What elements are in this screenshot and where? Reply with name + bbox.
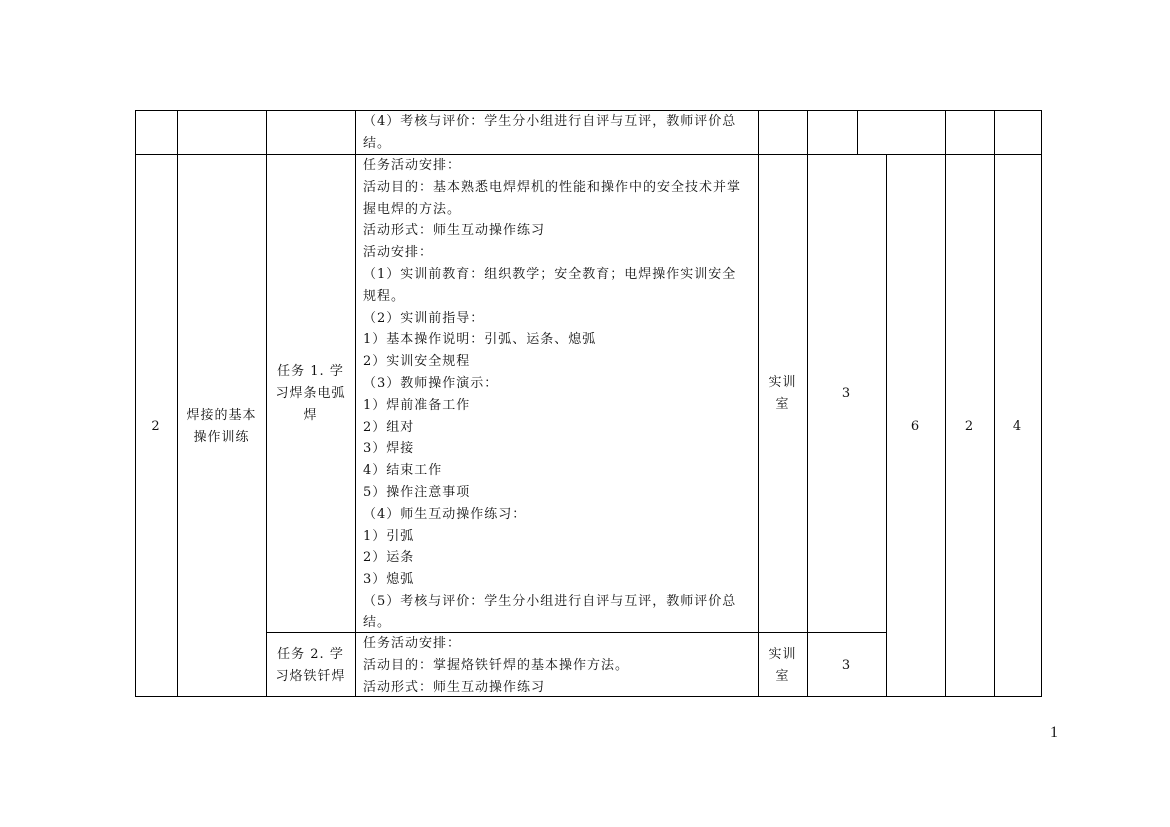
row-divider-1 [135, 154, 1042, 155]
column-line-10 [994, 110, 995, 697]
task1-content-line-22: 结。 [363, 615, 392, 630]
task1-content-line-18: 1）引弧 [363, 528, 415, 544]
task1-content-line-12: 1）焊前准备工作 [363, 397, 471, 413]
column-line-1 [135, 110, 136, 697]
task1-content-line-8: （2）实训前指导： [363, 310, 485, 326]
task2-name-line-1: 任务 2. 学 [277, 647, 344, 662]
task2-name-line-2: 习烙铁钎焊 [275, 669, 346, 684]
task1-content-line-10: 2）实训安全规程 [363, 354, 471, 370]
column-line-9 [945, 110, 946, 697]
task1-name-line-1: 任务 1. 学 [277, 364, 344, 379]
column-line-2 [177, 110, 178, 697]
top-row-content-line-2: 结。 [363, 136, 392, 151]
task1-content-line-11: （3）教师操作演示： [363, 376, 499, 391]
total-hours: 6 [910, 419, 921, 434]
column-line-4 [355, 110, 356, 697]
column-line-top-row-7 [857, 110, 858, 155]
task1-name-line-3: 焊 [303, 408, 318, 423]
theory-hours: 2 [964, 419, 975, 434]
task1-content-line-20: 3）熄弧 [363, 572, 415, 588]
task1-content-line-9: 1）基本操作说明：引弧、运条、熄弧 [363, 332, 597, 348]
project-name-line-2: 操作训练 [193, 430, 250, 445]
task1-hours: 3 [841, 386, 852, 401]
row-seq: 2 [151, 419, 161, 434]
task1-content-line-1: 任务活动安排： [363, 158, 462, 173]
task1-content-line-6: （1）实训前教育：组织教学；安全教育；电焊操作实训安全 [363, 267, 737, 282]
task1-content-line-14: 3）焊接 [363, 441, 415, 457]
task2-location-line-2: 室 [775, 669, 790, 684]
project-name-line-1: 焊接的基本 [186, 408, 257, 423]
task1-content-line-19: 2）运条 [363, 550, 415, 566]
task1-content-line-16: 5）操作注意事项 [363, 485, 471, 500]
task1-content-line-21: （5）考核与评价：学生分小组进行自评与互评，教师评价总 [363, 594, 737, 609]
task2-location-line-1: 实训 [768, 647, 797, 662]
task1-content-line-2: 活动目的：基本熟悉电焊焊机的性能和操作中的安全技术并掌 [363, 179, 742, 195]
task1-content-line-7: 规程。 [363, 288, 406, 304]
task1-location-line-1: 实训 [768, 375, 797, 390]
task-divider [266, 632, 886, 633]
page-number: 1 [1050, 724, 1058, 741]
task2-content-line-3: 活动形式：师生互动操作练习 [363, 679, 546, 695]
practice-hours: 4 [1012, 419, 1023, 434]
task2-content-line-1: 任务活动安排： [363, 636, 462, 651]
task2-content-line-2: 活动目的：掌握烙铁钎焊的基本操作方法。 [363, 657, 630, 673]
table-border-bottom [135, 696, 1042, 697]
task1-name-line-2: 习焊条电弧 [275, 386, 346, 401]
task1-content-line-13: 2）组对 [363, 419, 415, 435]
task1-location-line-2: 室 [775, 397, 790, 412]
task1-content-line-15: 4）结束工作 [363, 463, 443, 479]
task1-content-line-5: 活动安排： [363, 245, 434, 261]
top-row-content-line-1: （4）考核与评价：学生分小组进行自评与互评，教师评价总 [363, 114, 737, 129]
task1-content-line-3: 握电焊的方法。 [363, 201, 462, 217]
task2-hours: 3 [841, 658, 852, 673]
task1-content-line-4: 活动形式：师生互动操作练习 [363, 223, 546, 239]
column-line-11 [1041, 110, 1042, 697]
task1-content-line-17: （4）师生互动操作练习： [363, 506, 527, 522]
